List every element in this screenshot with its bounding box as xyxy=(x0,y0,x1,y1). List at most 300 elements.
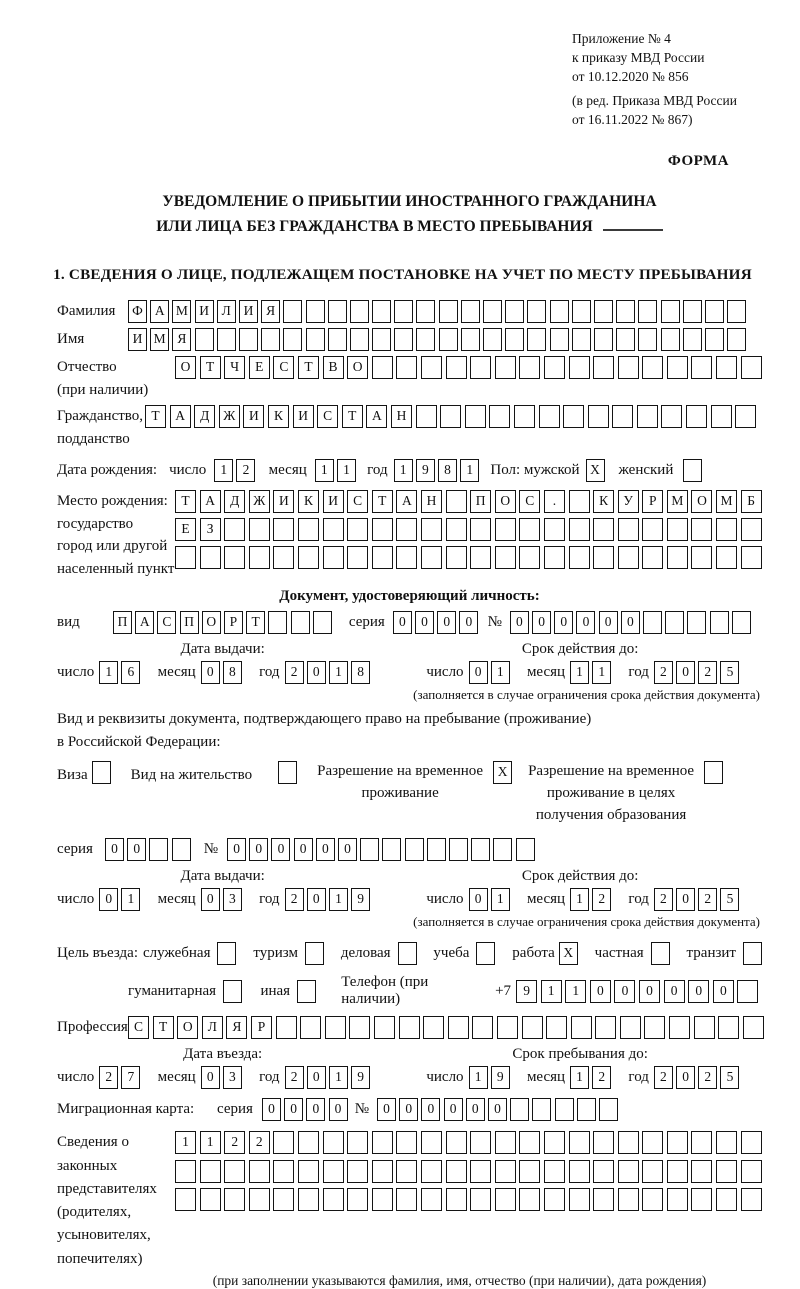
char-cell[interactable] xyxy=(618,1188,639,1211)
char-cell[interactable]: 0 xyxy=(201,1066,220,1089)
char-cell[interactable]: 0 xyxy=(249,838,268,861)
char-cell[interactable] xyxy=(421,518,442,541)
char-cell[interactable]: Л xyxy=(217,300,236,323)
char-cell[interactable] xyxy=(705,300,724,323)
char-cell[interactable] xyxy=(470,356,491,379)
char-cell[interactable]: 1 xyxy=(469,1066,488,1089)
char-cell[interactable] xyxy=(382,838,401,861)
char-cell[interactable] xyxy=(470,518,491,541)
char-cell[interactable] xyxy=(224,518,245,541)
char-cell[interactable] xyxy=(522,1016,543,1039)
char-cell[interactable] xyxy=(483,300,502,323)
char-cell[interactable] xyxy=(470,1188,491,1211)
char-cell[interactable]: 2 xyxy=(285,661,304,684)
char-cell[interactable] xyxy=(691,1188,712,1211)
char-cell[interactable] xyxy=(691,1160,712,1183)
char-cell[interactable] xyxy=(532,1098,551,1121)
char-cell[interactable] xyxy=(691,546,712,569)
char-cell[interactable] xyxy=(505,300,524,323)
char-cell[interactable]: 0 xyxy=(399,1098,418,1121)
sex-female-checkbox[interactable] xyxy=(683,459,702,482)
char-cell[interactable] xyxy=(276,1016,297,1039)
char-cell[interactable] xyxy=(544,546,565,569)
char-cell[interactable] xyxy=(642,1160,663,1183)
char-cell[interactable] xyxy=(298,1188,319,1211)
char-cell[interactable] xyxy=(347,1131,368,1154)
char-cell[interactable]: 0 xyxy=(469,888,488,911)
char-cell[interactable]: 0 xyxy=(415,611,434,634)
char-cell[interactable]: С xyxy=(128,1016,149,1039)
char-cell[interactable]: 9 xyxy=(416,459,435,482)
char-cell[interactable]: 0 xyxy=(639,980,660,1003)
char-cell[interactable] xyxy=(423,1016,444,1039)
char-cell[interactable]: Д xyxy=(194,405,215,428)
char-cell[interactable]: 2 xyxy=(698,1066,717,1089)
char-cell[interactable] xyxy=(372,518,393,541)
char-cell[interactable] xyxy=(569,1160,590,1183)
char-cell[interactable]: П xyxy=(470,490,491,513)
char-cell[interactable] xyxy=(616,328,635,351)
char-cell[interactable]: 9 xyxy=(351,888,370,911)
char-cell[interactable] xyxy=(667,356,688,379)
char-cell[interactable] xyxy=(446,518,467,541)
char-cell[interactable] xyxy=(217,328,236,351)
sex-male-checkbox[interactable]: X xyxy=(586,459,605,482)
char-cell[interactable] xyxy=(200,1160,221,1183)
char-cell[interactable] xyxy=(544,1160,565,1183)
char-cell[interactable] xyxy=(705,328,724,351)
char-cell[interactable]: 0 xyxy=(307,888,326,911)
char-cell[interactable] xyxy=(519,546,540,569)
char-cell[interactable]: 0 xyxy=(306,1098,325,1121)
char-cell[interactable]: 1 xyxy=(99,661,118,684)
char-cell[interactable]: 0 xyxy=(294,838,313,861)
char-cell[interactable]: 1 xyxy=(541,980,562,1003)
char-cell[interactable]: М xyxy=(667,490,688,513)
char-cell[interactable] xyxy=(446,1188,467,1211)
char-cell[interactable] xyxy=(741,1160,762,1183)
char-cell[interactable] xyxy=(593,546,614,569)
char-cell[interactable] xyxy=(325,1016,346,1039)
char-cell[interactable] xyxy=(519,356,540,379)
char-cell[interactable]: 0 xyxy=(599,611,618,634)
char-cell[interactable] xyxy=(741,518,762,541)
char-cell[interactable]: Л xyxy=(202,1016,223,1039)
char-cell[interactable] xyxy=(683,328,702,351)
char-cell[interactable] xyxy=(261,328,280,351)
char-cell[interactable] xyxy=(470,546,491,569)
char-cell[interactable]: М xyxy=(716,490,737,513)
char-cell[interactable] xyxy=(687,611,706,634)
char-cell[interactable] xyxy=(618,356,639,379)
char-cell[interactable]: 2 xyxy=(654,888,673,911)
char-cell[interactable]: 1 xyxy=(337,459,356,482)
char-cell[interactable] xyxy=(421,1160,442,1183)
char-cell[interactable] xyxy=(495,356,516,379)
char-cell[interactable] xyxy=(224,1160,245,1183)
char-cell[interactable]: 0 xyxy=(510,611,529,634)
char-cell[interactable]: Д xyxy=(224,490,245,513)
char-cell[interactable] xyxy=(323,1188,344,1211)
char-cell[interactable] xyxy=(493,838,512,861)
char-cell[interactable] xyxy=(593,1188,614,1211)
char-cell[interactable]: 0 xyxy=(307,1066,326,1089)
char-cell[interactable] xyxy=(273,1160,294,1183)
char-cell[interactable]: 1 xyxy=(175,1131,196,1154)
char-cell[interactable] xyxy=(483,328,502,351)
char-cell[interactable]: И xyxy=(239,300,258,323)
char-cell[interactable] xyxy=(599,1098,618,1121)
char-cell[interactable]: И xyxy=(128,328,147,351)
char-cell[interactable] xyxy=(448,1016,469,1039)
edu-permit-checkbox[interactable] xyxy=(704,761,723,784)
char-cell[interactable] xyxy=(306,300,325,323)
char-cell[interactable] xyxy=(691,1131,712,1154)
char-cell[interactable] xyxy=(612,405,633,428)
char-cell[interactable]: Е xyxy=(175,518,196,541)
char-cell[interactable] xyxy=(618,1131,639,1154)
char-cell[interactable] xyxy=(350,328,369,351)
char-cell[interactable] xyxy=(555,1098,574,1121)
char-cell[interactable] xyxy=(716,518,737,541)
char-cell[interactable]: 0 xyxy=(271,838,290,861)
char-cell[interactable]: А xyxy=(200,490,221,513)
char-cell[interactable] xyxy=(741,1188,762,1211)
char-cell[interactable] xyxy=(661,405,682,428)
char-cell[interactable]: 0 xyxy=(576,611,595,634)
char-cell[interactable] xyxy=(710,611,729,634)
char-cell[interactable]: С xyxy=(317,405,338,428)
char-cell[interactable]: Н xyxy=(391,405,412,428)
char-cell[interactable]: 0 xyxy=(459,611,478,634)
char-cell[interactable]: 2 xyxy=(654,661,673,684)
char-cell[interactable]: 2 xyxy=(592,1066,611,1089)
char-cell[interactable]: С xyxy=(519,490,540,513)
char-cell[interactable]: 1 xyxy=(491,661,510,684)
char-cell[interactable] xyxy=(323,1160,344,1183)
char-cell[interactable]: М xyxy=(172,300,191,323)
char-cell[interactable] xyxy=(495,1188,516,1211)
char-cell[interactable] xyxy=(372,356,393,379)
char-cell[interactable] xyxy=(716,1188,737,1211)
char-cell[interactable]: 0 xyxy=(262,1098,281,1121)
char-cell[interactable] xyxy=(550,328,569,351)
char-cell[interactable] xyxy=(298,1160,319,1183)
char-cell[interactable] xyxy=(249,546,270,569)
char-cell[interactable] xyxy=(360,838,379,861)
char-cell[interactable] xyxy=(546,1016,567,1039)
char-cell[interactable]: 1 xyxy=(570,661,589,684)
char-cell[interactable] xyxy=(465,405,486,428)
char-cell[interactable]: 1 xyxy=(214,459,233,482)
char-cell[interactable]: П xyxy=(113,611,132,634)
char-cell[interactable] xyxy=(446,1160,467,1183)
char-cell[interactable]: О xyxy=(495,490,516,513)
char-cell[interactable]: И xyxy=(273,490,294,513)
char-cell[interactable] xyxy=(298,518,319,541)
char-cell[interactable] xyxy=(349,1016,370,1039)
char-cell[interactable]: В xyxy=(323,356,344,379)
char-cell[interactable]: О xyxy=(202,611,221,634)
char-cell[interactable] xyxy=(273,1131,294,1154)
char-cell[interactable]: К xyxy=(268,405,289,428)
char-cell[interactable]: Т xyxy=(175,490,196,513)
char-cell[interactable] xyxy=(593,1160,614,1183)
char-cell[interactable] xyxy=(421,1188,442,1211)
char-cell[interactable]: А xyxy=(396,490,417,513)
char-cell[interactable] xyxy=(741,1131,762,1154)
char-cell[interactable]: 9 xyxy=(516,980,537,1003)
char-cell[interactable] xyxy=(495,1131,516,1154)
char-cell[interactable] xyxy=(527,328,546,351)
purpose-study-checkbox[interactable] xyxy=(476,942,495,965)
char-cell[interactable] xyxy=(527,300,546,323)
char-cell[interactable] xyxy=(618,518,639,541)
char-cell[interactable]: Т xyxy=(145,405,166,428)
char-cell[interactable]: Н xyxy=(421,490,442,513)
char-cell[interactable]: 2 xyxy=(99,1066,118,1089)
char-cell[interactable] xyxy=(298,1131,319,1154)
char-cell[interactable] xyxy=(273,546,294,569)
char-cell[interactable] xyxy=(618,1160,639,1183)
char-cell[interactable]: 0 xyxy=(688,980,709,1003)
char-cell[interactable] xyxy=(732,611,751,634)
char-cell[interactable]: О xyxy=(175,356,196,379)
char-cell[interactable]: Е xyxy=(249,356,270,379)
char-cell[interactable]: 1 xyxy=(200,1131,221,1154)
char-cell[interactable] xyxy=(175,546,196,569)
char-cell[interactable] xyxy=(396,546,417,569)
purpose-transit-checkbox[interactable] xyxy=(743,942,762,965)
char-cell[interactable]: 8 xyxy=(223,661,242,684)
char-cell[interactable]: Т xyxy=(246,611,265,634)
char-cell[interactable] xyxy=(569,490,590,513)
char-cell[interactable]: И xyxy=(323,490,344,513)
char-cell[interactable]: 1 xyxy=(329,1066,348,1089)
char-cell[interactable] xyxy=(741,546,762,569)
char-cell[interactable] xyxy=(667,546,688,569)
char-cell[interactable] xyxy=(665,611,684,634)
char-cell[interactable]: 2 xyxy=(236,459,255,482)
char-cell[interactable]: 0 xyxy=(421,1098,440,1121)
char-cell[interactable]: Я xyxy=(226,1016,247,1039)
char-cell[interactable] xyxy=(595,1016,616,1039)
char-cell[interactable] xyxy=(593,356,614,379)
char-cell[interactable] xyxy=(667,1131,688,1154)
char-cell[interactable]: 0 xyxy=(393,611,412,634)
char-cell[interactable]: И xyxy=(243,405,264,428)
char-cell[interactable]: О xyxy=(347,356,368,379)
char-cell[interactable] xyxy=(544,518,565,541)
char-cell[interactable]: 9 xyxy=(491,1066,510,1089)
char-cell[interactable] xyxy=(519,518,540,541)
char-cell[interactable]: Я xyxy=(261,300,280,323)
char-cell[interactable]: 9 xyxy=(351,1066,370,1089)
char-cell[interactable] xyxy=(588,405,609,428)
char-cell[interactable] xyxy=(716,1131,737,1154)
char-cell[interactable] xyxy=(563,405,584,428)
char-cell[interactable]: 5 xyxy=(720,661,739,684)
char-cell[interactable] xyxy=(571,1016,592,1039)
char-cell[interactable] xyxy=(439,300,458,323)
char-cell[interactable]: Ч xyxy=(224,356,245,379)
char-cell[interactable] xyxy=(372,546,393,569)
char-cell[interactable] xyxy=(347,1188,368,1211)
char-cell[interactable] xyxy=(569,546,590,569)
char-cell[interactable] xyxy=(727,300,746,323)
char-cell[interactable] xyxy=(372,1188,393,1211)
char-cell[interactable]: 3 xyxy=(223,888,242,911)
char-cell[interactable] xyxy=(519,1188,540,1211)
char-cell[interactable]: У xyxy=(618,490,639,513)
char-cell[interactable] xyxy=(694,1016,715,1039)
char-cell[interactable] xyxy=(372,1160,393,1183)
char-cell[interactable] xyxy=(416,405,437,428)
char-cell[interactable]: Т xyxy=(153,1016,174,1039)
char-cell[interactable] xyxy=(593,518,614,541)
char-cell[interactable]: 0 xyxy=(469,661,488,684)
char-cell[interactable]: Р xyxy=(642,490,663,513)
char-cell[interactable]: Т xyxy=(200,356,221,379)
char-cell[interactable]: 0 xyxy=(338,838,357,861)
char-cell[interactable] xyxy=(427,838,446,861)
char-cell[interactable] xyxy=(323,546,344,569)
char-cell[interactable] xyxy=(421,546,442,569)
char-cell[interactable] xyxy=(691,356,712,379)
char-cell[interactable]: 0 xyxy=(664,980,685,1003)
char-cell[interactable]: 8 xyxy=(351,661,370,684)
char-cell[interactable] xyxy=(372,328,391,351)
char-cell[interactable]: А xyxy=(135,611,154,634)
char-cell[interactable]: И xyxy=(195,300,214,323)
char-cell[interactable] xyxy=(396,1160,417,1183)
char-cell[interactable]: 2 xyxy=(224,1131,245,1154)
char-cell[interactable]: 2 xyxy=(654,1066,673,1089)
char-cell[interactable]: З xyxy=(200,518,221,541)
char-cell[interactable] xyxy=(446,356,467,379)
char-cell[interactable]: 1 xyxy=(570,1066,589,1089)
char-cell[interactable]: 1 xyxy=(329,661,348,684)
char-cell[interactable]: 5 xyxy=(720,1066,739,1089)
char-cell[interactable] xyxy=(495,1160,516,1183)
char-cell[interactable] xyxy=(661,328,680,351)
char-cell[interactable] xyxy=(249,518,270,541)
char-cell[interactable]: 0 xyxy=(329,1098,348,1121)
char-cell[interactable] xyxy=(594,300,613,323)
char-cell[interactable] xyxy=(200,546,221,569)
char-cell[interactable]: 0 xyxy=(127,838,146,861)
char-cell[interactable] xyxy=(620,1016,641,1039)
char-cell[interactable] xyxy=(519,1160,540,1183)
char-cell[interactable]: 0 xyxy=(676,1066,695,1089)
char-cell[interactable] xyxy=(519,1131,540,1154)
char-cell[interactable] xyxy=(440,405,461,428)
char-cell[interactable] xyxy=(569,1131,590,1154)
char-cell[interactable] xyxy=(572,328,591,351)
char-cell[interactable] xyxy=(283,300,302,323)
char-cell[interactable]: 0 xyxy=(284,1098,303,1121)
char-cell[interactable] xyxy=(718,1016,739,1039)
char-cell[interactable] xyxy=(642,1131,663,1154)
char-cell[interactable] xyxy=(421,356,442,379)
char-cell[interactable] xyxy=(661,300,680,323)
char-cell[interactable] xyxy=(175,1188,196,1211)
char-cell[interactable] xyxy=(642,1188,663,1211)
char-cell[interactable]: 0 xyxy=(105,838,124,861)
char-cell[interactable] xyxy=(461,300,480,323)
char-cell[interactable]: М xyxy=(150,328,169,351)
char-cell[interactable] xyxy=(291,611,310,634)
char-cell[interactable]: С xyxy=(347,490,368,513)
char-cell[interactable] xyxy=(514,405,535,428)
char-cell[interactable] xyxy=(741,356,762,379)
char-cell[interactable] xyxy=(489,405,510,428)
char-cell[interactable] xyxy=(306,328,325,351)
char-cell[interactable]: 2 xyxy=(249,1131,270,1154)
char-cell[interactable]: 1 xyxy=(565,980,586,1003)
char-cell[interactable]: А xyxy=(150,300,169,323)
char-cell[interactable] xyxy=(224,546,245,569)
char-cell[interactable]: А xyxy=(170,405,191,428)
char-cell[interactable]: Ж xyxy=(219,405,240,428)
char-cell[interactable] xyxy=(593,1131,614,1154)
char-cell[interactable] xyxy=(667,1188,688,1211)
char-cell[interactable] xyxy=(239,328,258,351)
purpose-other-checkbox[interactable] xyxy=(297,980,316,1003)
char-cell[interactable] xyxy=(737,980,758,1003)
char-cell[interactable] xyxy=(268,611,287,634)
char-cell[interactable] xyxy=(283,328,302,351)
char-cell[interactable] xyxy=(224,1188,245,1211)
char-cell[interactable]: 3 xyxy=(223,1066,242,1089)
char-cell[interactable]: 2 xyxy=(592,888,611,911)
char-cell[interactable] xyxy=(394,328,413,351)
char-cell[interactable] xyxy=(727,328,746,351)
char-cell[interactable] xyxy=(577,1098,596,1121)
char-cell[interactable]: 7 xyxy=(121,1066,140,1089)
char-cell[interactable]: . xyxy=(544,490,565,513)
char-cell[interactable]: 0 xyxy=(676,661,695,684)
char-cell[interactable]: 0 xyxy=(590,980,611,1003)
char-cell[interactable] xyxy=(396,518,417,541)
char-cell[interactable] xyxy=(637,405,658,428)
char-cell[interactable] xyxy=(594,328,613,351)
char-cell[interactable] xyxy=(416,300,435,323)
visa-checkbox[interactable] xyxy=(92,761,111,784)
char-cell[interactable] xyxy=(643,611,662,634)
char-cell[interactable] xyxy=(313,611,332,634)
char-cell[interactable] xyxy=(516,838,535,861)
char-cell[interactable] xyxy=(616,300,635,323)
char-cell[interactable]: 0 xyxy=(99,888,118,911)
char-cell[interactable]: Б xyxy=(741,490,762,513)
char-cell[interactable]: 0 xyxy=(621,611,640,634)
char-cell[interactable]: И xyxy=(293,405,314,428)
char-cell[interactable] xyxy=(446,546,467,569)
purpose-humanitarian-checkbox[interactable] xyxy=(223,980,242,1003)
char-cell[interactable] xyxy=(200,1188,221,1211)
char-cell[interactable] xyxy=(372,300,391,323)
char-cell[interactable] xyxy=(249,1188,270,1211)
char-cell[interactable] xyxy=(446,490,467,513)
char-cell[interactable] xyxy=(716,356,737,379)
char-cell[interactable]: С xyxy=(157,611,176,634)
char-cell[interactable]: 0 xyxy=(444,1098,463,1121)
char-cell[interactable] xyxy=(510,1098,529,1121)
char-cell[interactable]: 2 xyxy=(698,888,717,911)
char-cell[interactable] xyxy=(539,405,560,428)
char-cell[interactable] xyxy=(470,1160,491,1183)
